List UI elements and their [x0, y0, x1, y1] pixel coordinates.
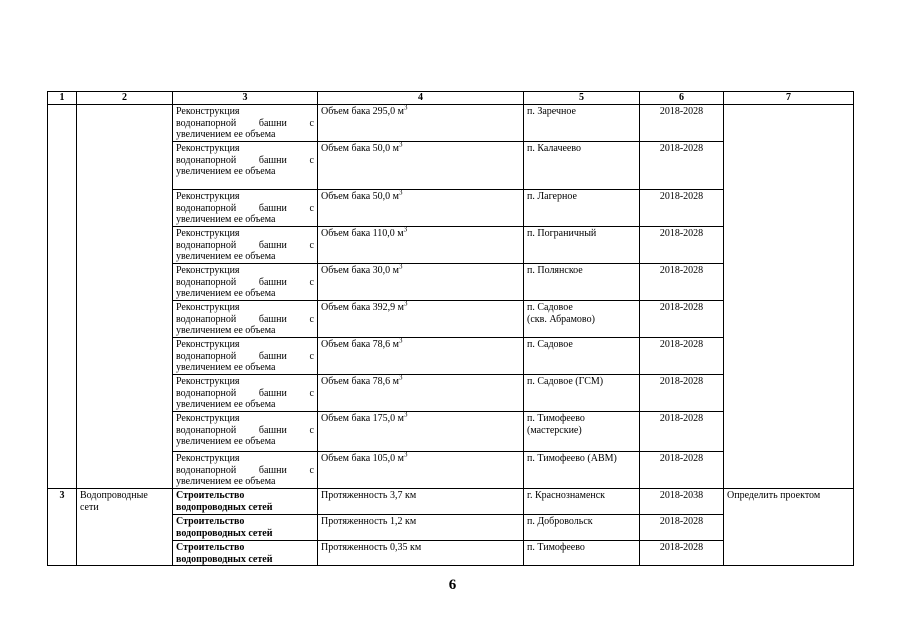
- cell-parameter: Протяженность 0,35 км: [318, 541, 524, 566]
- cell-period: 2018-2028: [640, 105, 724, 142]
- cell-parameter: Протяженность 1,2 км: [318, 515, 524, 541]
- parameter-text: Объем бака 105,0 м: [321, 453, 404, 464]
- work-line: Реконструкция: [176, 453, 240, 464]
- parameter-text: Объем бака 30,0 м: [321, 265, 399, 276]
- cell-parameter: [318, 264, 524, 301]
- work-word: с: [309, 276, 314, 288]
- cell-period: 2018-2028: [640, 338, 724, 375]
- cell-parameter: [318, 375, 524, 412]
- unit-superscript: 3: [404, 299, 408, 308]
- cell-parameter: [318, 190, 524, 227]
- cell-work: [173, 264, 318, 301]
- work-line-justified: [176, 351, 314, 363]
- work-line: увеличением ее объема: [176, 436, 276, 447]
- work-line: увеличением ее объема: [176, 476, 276, 487]
- work-word: башни: [258, 117, 287, 129]
- work-line: увеличением ее объема: [176, 166, 276, 177]
- work-word: с: [309, 117, 314, 129]
- work-line-justified: [176, 203, 314, 215]
- work-line: Реконструкция: [176, 143, 240, 154]
- page-number: 6: [448, 577, 457, 593]
- cell-work: [173, 452, 318, 489]
- parameter-text: Объем бака 78,6 м: [321, 339, 399, 350]
- work-line: увеличением ее объема: [176, 214, 276, 225]
- cell-period: 2018-2028: [640, 190, 724, 227]
- unit-superscript: 3: [399, 373, 403, 382]
- cell-period: 2018-2028: [640, 264, 724, 301]
- cell-note: Определить проектом: [724, 489, 854, 566]
- work-word: водонапорной: [176, 313, 237, 325]
- work-word: башни: [258, 239, 287, 251]
- work-line: Реконструкция: [176, 265, 240, 276]
- work-line-justified: [176, 314, 314, 326]
- cell-period: 2018-2028: [640, 541, 724, 566]
- cell-location: п. Садовое (скв. Абрамово): [524, 301, 640, 338]
- work-line-justified: [176, 388, 314, 400]
- work-line-justified: [176, 155, 314, 167]
- col-header-2: 2: [77, 92, 173, 105]
- work-word: с: [309, 387, 314, 399]
- col-header-3: 3: [173, 92, 318, 105]
- parameter-text: Объем бака 50,0 м: [321, 191, 399, 202]
- work-line-justified: [176, 118, 314, 130]
- parameter-text: Объем бака 175,0 м: [321, 413, 404, 424]
- work-line-justified: [176, 425, 314, 437]
- unit-superscript: 3: [404, 103, 408, 112]
- cell-parameter: [318, 452, 524, 489]
- cell-parameter: [318, 301, 524, 338]
- work-word: водонапорной: [176, 424, 237, 436]
- parameter-text: Объем бака 110,0 м: [321, 228, 404, 239]
- work-line: Реконструкция: [176, 191, 240, 202]
- work-line: увеличением ее объема: [176, 251, 276, 262]
- cell-parameter: [318, 412, 524, 452]
- cell-location: п. Садовое: [524, 338, 640, 375]
- work-word: с: [309, 464, 314, 476]
- cell-work: [173, 338, 318, 375]
- cell-location: п. Добровольск: [524, 515, 640, 541]
- cell-location: п. Тимофеево: [524, 541, 640, 566]
- cell-location: п. Тимофеево (АВМ): [524, 452, 640, 489]
- work-word: башни: [258, 424, 287, 436]
- work-line: увеличением ее объема: [176, 325, 276, 336]
- work-line: увеличением ее объема: [176, 399, 276, 410]
- cell-location: п. Садовое (ГСМ): [524, 375, 640, 412]
- col-header-7: 7: [724, 92, 854, 105]
- work-line: Реконструкция: [176, 106, 240, 117]
- work-line: увеличением ее объема: [176, 129, 276, 140]
- cell-location: п. Тимофеево (мастерские): [524, 412, 640, 452]
- cell-parameter: [318, 338, 524, 375]
- work-line: увеличением ее объема: [176, 288, 276, 299]
- work-line: увеличением ее объема: [176, 362, 276, 373]
- works-table: [47, 91, 854, 566]
- work-line: Реконструкция: [176, 339, 240, 350]
- cell-period: 2018-2028: [640, 452, 724, 489]
- cell-period: 2018-2038: [640, 489, 724, 515]
- cell-object: Водопроводные сети: [77, 489, 173, 566]
- work-word: башни: [258, 464, 287, 476]
- work-word: с: [309, 350, 314, 362]
- cell-period: 2018-2028: [640, 412, 724, 452]
- work-word: водонапорной: [176, 276, 237, 288]
- work-word: башни: [258, 387, 287, 399]
- parameter-text: Объем бака 78,6 м: [321, 376, 399, 387]
- cell-parameter: [318, 105, 524, 142]
- header-row: [48, 92, 854, 105]
- work-word: водонапорной: [176, 117, 237, 129]
- unit-superscript: 3: [399, 140, 403, 149]
- col-header-4: 4: [318, 92, 524, 105]
- cell-work: [173, 412, 318, 452]
- work-word: с: [309, 313, 314, 325]
- work-word: водонапорной: [176, 350, 237, 362]
- cell-location: п. Пограничный: [524, 227, 640, 264]
- cell-work: Строительство водопроводных сетей: [173, 541, 318, 566]
- cell-period: 2018-2028: [640, 142, 724, 190]
- cell-parameter: [318, 142, 524, 190]
- work-word: башни: [258, 154, 287, 166]
- cell-parameter: [318, 227, 524, 264]
- cell-work: [173, 190, 318, 227]
- work-word: с: [309, 202, 314, 214]
- col-header-1: 1: [48, 92, 77, 105]
- cell-work: [173, 105, 318, 142]
- work-word: с: [309, 154, 314, 166]
- table-body: [48, 105, 854, 566]
- cell-note-empty: [724, 105, 854, 489]
- cell-work: [173, 375, 318, 412]
- work-line: Реконструкция: [176, 228, 240, 239]
- table-row: [48, 489, 854, 515]
- work-line-justified: [176, 277, 314, 289]
- col-header-6: 6: [640, 92, 724, 105]
- work-word: башни: [258, 350, 287, 362]
- work-word: водонапорной: [176, 202, 237, 214]
- parameter-text: Объем бака 50,0 м: [321, 143, 399, 154]
- work-word: башни: [258, 202, 287, 214]
- work-word: водонапорной: [176, 464, 237, 476]
- cell-location: п. Заречное: [524, 105, 640, 142]
- work-line: Реконструкция: [176, 376, 240, 387]
- work-word: с: [309, 424, 314, 436]
- unit-superscript: 3: [399, 336, 403, 345]
- cell-period: 2018-2028: [640, 515, 724, 541]
- cell-parameter: Протяженность 3,7 км: [318, 489, 524, 515]
- work-line-justified: [176, 240, 314, 252]
- unit-superscript: 3: [404, 410, 408, 419]
- work-line-justified: [176, 465, 314, 477]
- cell-section-number: 3: [48, 489, 77, 566]
- cell-object-empty: [77, 105, 173, 489]
- cell-work: [173, 142, 318, 190]
- cell-work: Строительство водопроводных сетей: [173, 515, 318, 541]
- cell-location: г. Краснознаменск: [524, 489, 640, 515]
- work-word: башни: [258, 276, 287, 288]
- cell-period: 2018-2028: [640, 227, 724, 264]
- cell-number-empty: [48, 105, 77, 489]
- cell-location: п. Калачеево: [524, 142, 640, 190]
- cell-period: 2018-2028: [640, 301, 724, 338]
- unit-superscript: 3: [399, 188, 403, 197]
- work-line: Реконструкция: [176, 302, 240, 313]
- cell-work: [173, 227, 318, 264]
- cell-period: 2018-2028: [640, 375, 724, 412]
- unit-superscript: 3: [403, 225, 408, 234]
- col-header-5: 5: [524, 92, 640, 105]
- work-word: водонапорной: [176, 387, 237, 399]
- parameter-text: Объем бака 392,9 м: [321, 302, 404, 313]
- cell-work: Строительство водопроводных сетей: [173, 489, 318, 515]
- cell-location: п. Лагерное: [524, 190, 640, 227]
- parameter-text: Объем бака 295,0 м: [321, 106, 404, 117]
- work-line: Реконструкция: [176, 413, 240, 424]
- unit-superscript: 3: [404, 450, 408, 459]
- table-row: [48, 105, 854, 142]
- work-word: с: [309, 239, 314, 251]
- work-word: водонапорной: [176, 154, 237, 166]
- unit-superscript: 3: [399, 262, 403, 271]
- cell-location: п. Полянское: [524, 264, 640, 301]
- work-word: водонапорной: [176, 239, 237, 251]
- cell-work: [173, 301, 318, 338]
- work-word: башни: [258, 313, 287, 325]
